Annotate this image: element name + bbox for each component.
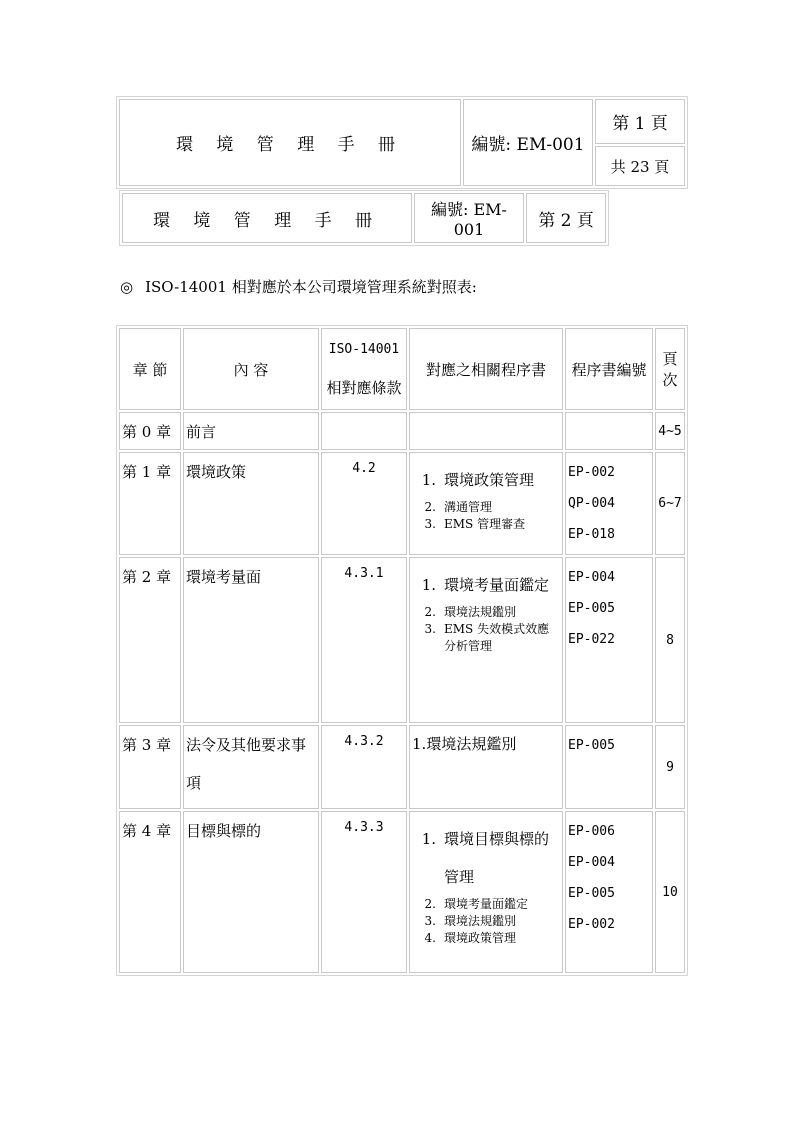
row-content: 環境考量面: [183, 557, 319, 723]
row-content: 目標與標的: [183, 811, 319, 973]
procedure-code: EP-002: [568, 465, 615, 480]
procedure-item: 1. 環境法規鑑別: [412, 735, 517, 753]
procedure-code: QP-004: [568, 496, 615, 511]
total-pages: 共 23 頁: [595, 146, 685, 186]
procedure-item: 1. 環境目標與標的管理: [421, 830, 550, 886]
row-clause: 4.3.1: [321, 557, 407, 723]
row-clause: 4.2: [321, 452, 407, 555]
table-row: [119, 412, 685, 450]
header-chapter: 章 節: [119, 328, 181, 410]
row-content: 法令及其他要求事項: [183, 725, 319, 809]
row-chapter: 第 1 章: [119, 452, 181, 555]
row-codes: [565, 452, 653, 555]
row-chapter: 第 4 章: [119, 811, 181, 973]
header-page: 頁次: [655, 328, 685, 410]
table-row: [119, 452, 685, 555]
table-row: [119, 811, 685, 973]
procedure-item: 2. 溝通管理: [424, 500, 493, 514]
row-chapter: 第 2 章: [119, 557, 181, 723]
page-number-2: 第 2 頁: [526, 193, 606, 243]
procedure-code: EP-006: [568, 824, 615, 839]
procedure-code: EP-004: [568, 855, 615, 870]
row-codes: [565, 557, 653, 723]
procedure-item: 1. 環境政策管理: [421, 471, 535, 489]
table-caption: [120, 276, 477, 297]
procedure-code: EP-002: [568, 917, 615, 932]
header-table-2: [119, 190, 609, 246]
row-procedures: [409, 725, 563, 809]
header-iso-line1: ISO-14001: [328, 342, 400, 357]
table-row: [119, 725, 685, 809]
row-pages: 6~7: [655, 452, 685, 555]
row-pages: 8: [655, 557, 685, 723]
procedure-item: 2. 環境考量面鑑定: [424, 897, 529, 911]
procedure-code: EP-018: [568, 527, 615, 542]
row-procedures: [409, 811, 563, 973]
row-procedures: [409, 557, 563, 723]
clause-mapping-table: [116, 325, 688, 976]
manual-title-2: 環 境 管 理 手 冊: [122, 193, 412, 243]
caption-text: ISO-14001 相對應於本公司環境管理系統對照表:: [145, 278, 477, 296]
header-iso-line2: 相對應條款: [326, 379, 402, 397]
procedure-item: 3. 環境法規鑑別: [424, 914, 517, 928]
row-clause: 4.3.2: [321, 725, 407, 809]
procedure-code: EP-004: [568, 570, 615, 585]
row-pages: 10: [655, 811, 685, 973]
row-clause: 4.3.3: [321, 811, 407, 973]
row-procedures: [409, 452, 563, 555]
row-content: 環境政策: [183, 452, 319, 555]
row-codes: [565, 725, 653, 809]
header-table-1: [116, 96, 688, 189]
procedure-item: 3. EMS 失效模式效應分析管理: [424, 622, 550, 653]
row-content: 前言: [183, 412, 319, 450]
row-pages: 4~5: [655, 412, 685, 450]
procedure-code: EP-005: [568, 886, 615, 901]
page-number: 第 1 頁: [595, 99, 685, 144]
manual-title: 環 境 管 理 手 冊: [119, 99, 461, 186]
procedure-item: 2. 環境法規鑑別: [424, 605, 517, 619]
row-codes: [565, 811, 653, 973]
header-procedure: 對應之相關程序書: [409, 328, 563, 410]
row-chapter: 第 0 章: [119, 412, 181, 450]
procedure-item: 3. EMS 管理審查: [424, 517, 526, 531]
row-chapter: 第 3 章: [119, 725, 181, 809]
header-iso-clause: [321, 328, 407, 410]
document-number-2: 編號: EM-001: [414, 193, 524, 243]
procedure-item: 1. 環境考量面鑑定: [421, 576, 550, 594]
table-row: [119, 557, 685, 723]
procedure-code: EP-022: [568, 632, 615, 647]
header-code: 程序書編號: [565, 328, 653, 410]
procedure-code: EP-005: [568, 601, 615, 616]
procedure-code: EP-005: [568, 738, 615, 753]
double-circle-icon: ◎: [120, 278, 134, 296]
table-header-row: [119, 328, 685, 410]
document-number: 編號: EM-001: [463, 99, 593, 186]
procedure-item: 4. 環境政策管理: [424, 931, 517, 945]
header-content: 內 容: [183, 328, 319, 410]
row-pages: 9: [655, 725, 685, 809]
